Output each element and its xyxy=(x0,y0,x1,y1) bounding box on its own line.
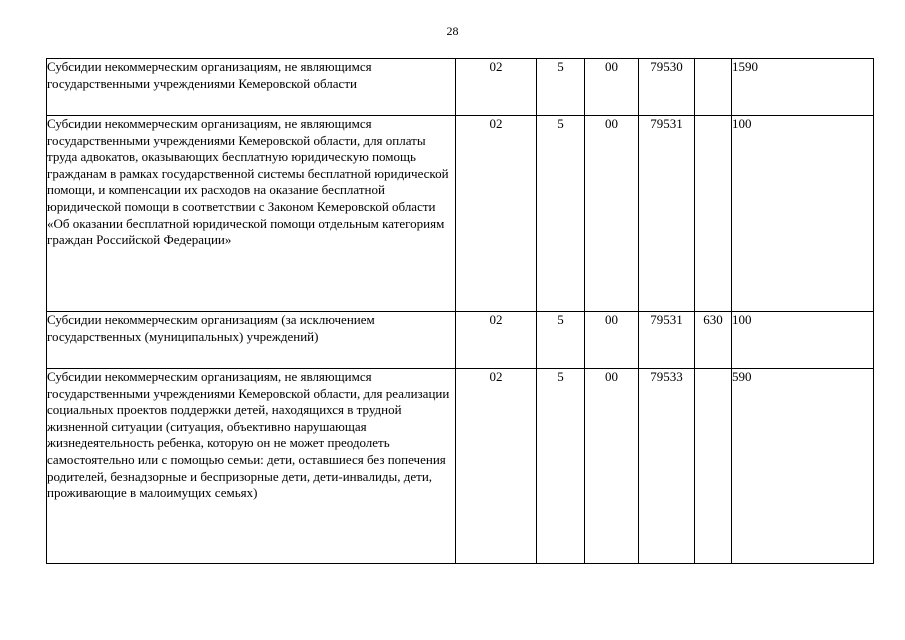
table-row xyxy=(47,369,874,564)
program-code: 00 xyxy=(585,312,639,369)
expense-type-code: 630 xyxy=(695,312,732,369)
expense-type-code xyxy=(695,59,732,116)
table-row xyxy=(47,312,874,369)
article-code: 79530 xyxy=(639,59,695,116)
amount-value: 100 xyxy=(732,116,874,312)
article-code: 79531 xyxy=(639,116,695,312)
subsection-code: 5 xyxy=(537,312,585,369)
section-code: 02 xyxy=(456,116,537,312)
subsection-code: 5 xyxy=(537,59,585,116)
table-row xyxy=(47,59,874,116)
page-number: 28 xyxy=(446,24,459,38)
amount-value: 590 xyxy=(732,369,874,564)
program-code: 00 xyxy=(585,116,639,312)
section-code: 02 xyxy=(456,369,537,564)
amount-value: 100 xyxy=(732,312,874,369)
row-description: Субсидии некоммерческим организациям, не являющимся государственными учреждениями Кемеровской области xyxy=(47,59,456,116)
expense-type-code xyxy=(695,369,732,564)
amount-value: 1590 xyxy=(732,59,874,116)
row-description: Субсидии некоммерческим организациям, не являющимся государственными учреждениями Кемеровской области, для оплаты труда адвокатов, оказывающих бесплатную юридическую помощь гражданам в рамках государственной системы бесплатной юридической помощи, и компенсации их расходов на оказание бесплатной юридической помощи в соответствии с Законом Кемеровской области «Об оказании бесплатной юридической помощи отдельным категориям граждан Российской Федерации» xyxy=(47,116,456,312)
row-description: Субсидии некоммерческим организациям, не являющимся государственными учреждениями Кемеровской области, для реализации социальных проектов поддержки детей, находящихся в трудной жизненной ситуации (ситуация, объективно нарушающая жизнедеятельность ребенка, которую он не может преодолеть самостоятельно или с помощью семьи: дети, оставшиеся без попечения родителей, безнадзорные и беспризорные дети, дети-инвалиды, дети, проживающие в малоимущих семьях) xyxy=(47,369,456,564)
program-code: 00 xyxy=(585,59,639,116)
section-code: 02 xyxy=(456,312,537,369)
expense-type-code xyxy=(695,116,732,312)
subsection-code: 5 xyxy=(537,369,585,564)
program-code: 00 xyxy=(585,369,639,564)
article-code: 79531 xyxy=(639,312,695,369)
subsection-code: 5 xyxy=(537,116,585,312)
section-code: 02 xyxy=(456,59,537,116)
table-row xyxy=(47,116,874,312)
row-description: Субсидии некоммерческим организациям (за исключением государственных (муниципальных) учреждений) xyxy=(47,312,456,369)
article-code: 79533 xyxy=(639,369,695,564)
budget-table xyxy=(46,58,874,564)
